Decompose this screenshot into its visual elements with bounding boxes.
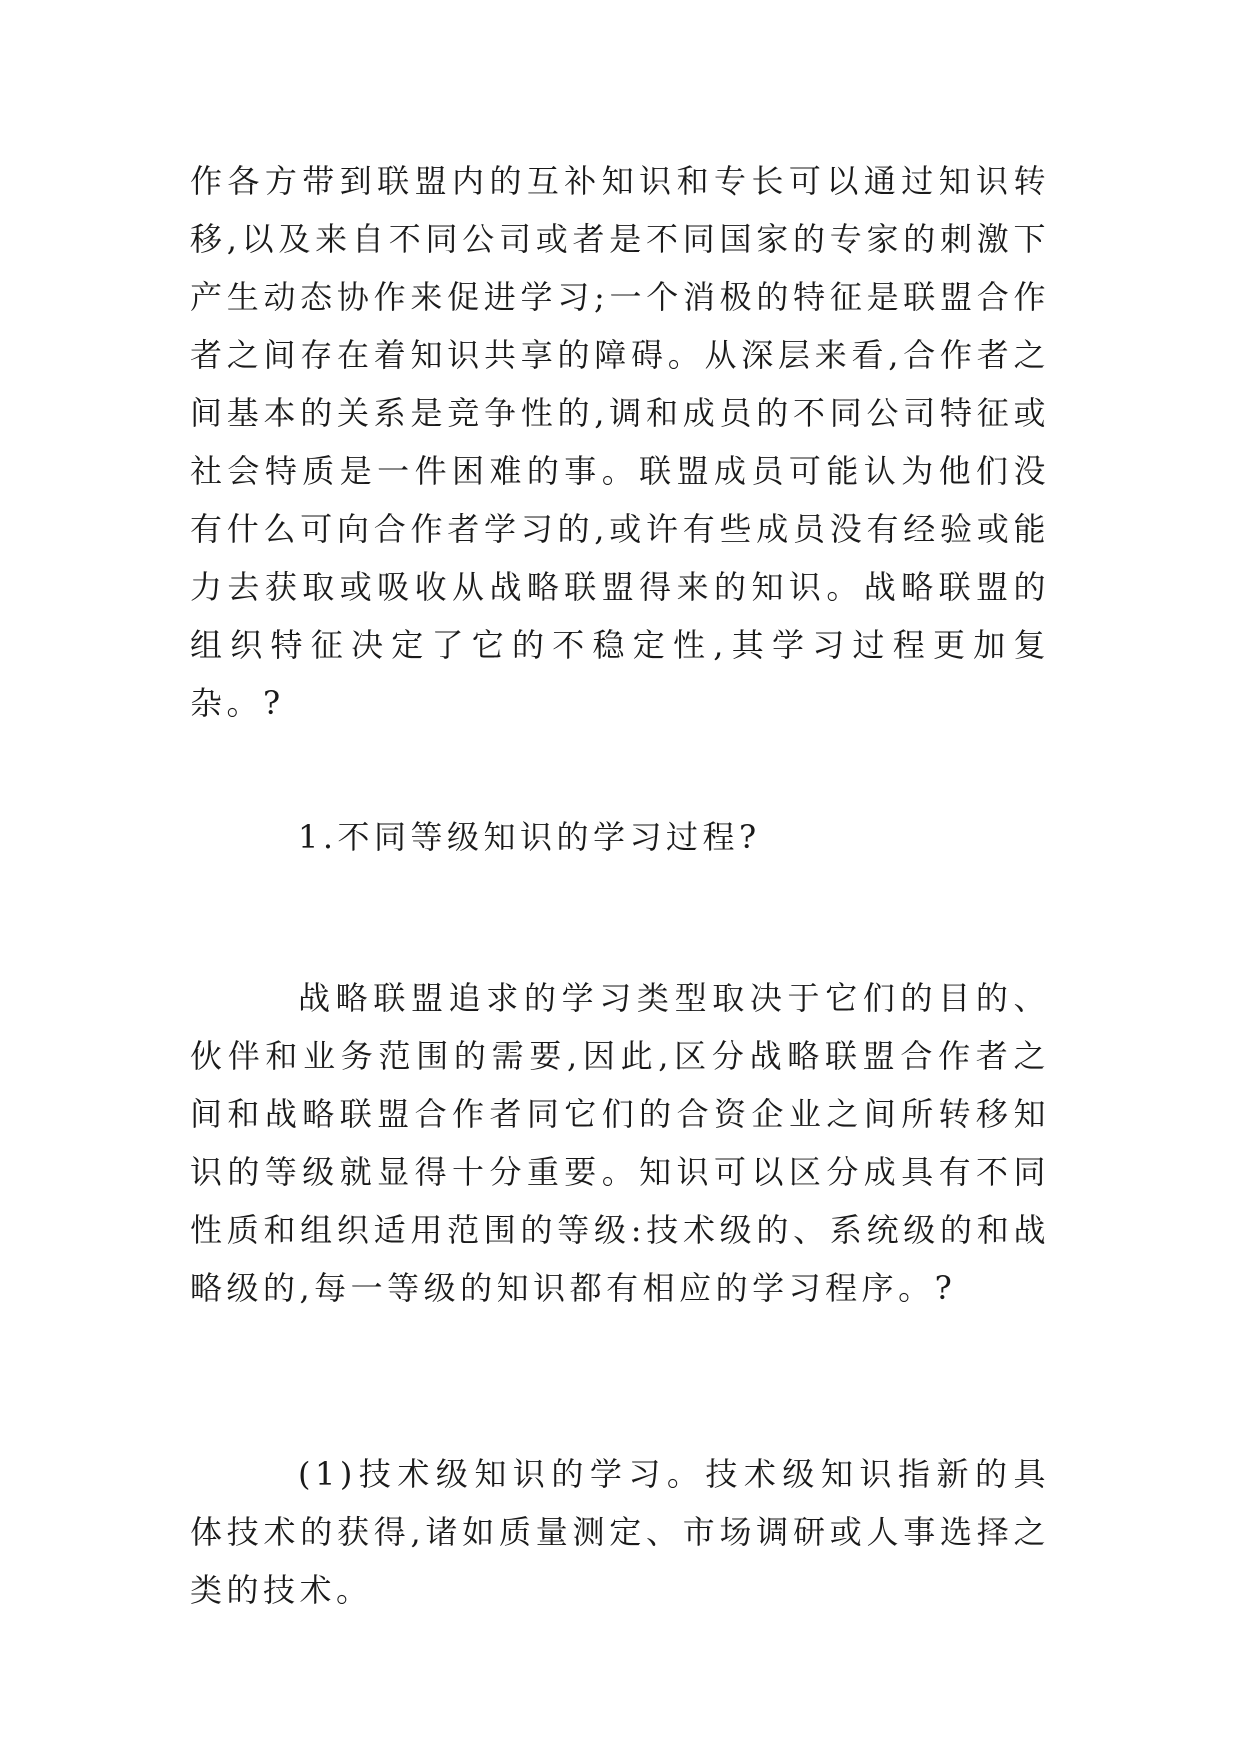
- body-paragraph: 作各方带到联盟内的互补知识和专长可以通过知识转移,以及来自不同公司或者是不同国家的专家的刺激下产生动态协作来促进学习;一个消极的特征是联盟合作者之间存在着知识共享的障碍。从深层来看,合作者之间基本的关系是竞争性的,调和成员的不同公司特征或社会特质是一件困难的事。联盟成员可能认为他们没有什么可向合作者学习的,或许有些成员没有经验或能力去获取或吸收从战略联盟得来的知识。战略联盟的组织特征决定了它的不稳定性,其学习过程更加复杂。?: [190, 162, 1050, 722]
- section-heading: 1.不同等级知识的学习过程?: [298, 818, 761, 856]
- body-paragraph: (1)技术级知识的学习。技术级知识指新的具体技术的获得,诸如质量测定、市场调研或人事选择之类的技术。: [190, 1455, 1050, 1609]
- body-paragraph: 战略联盟追求的学习类型取决于它们的目的、伙伴和业务范围的需要,因此,区分战略联盟合作者之间和战略联盟合作者同它们的合资企业之间所转移知识的等级就显得十分重要。知识可以区分成具有不同性质和组织适用范围的等级:技术级的、系统级的和战略级的,每一等级的知识都有相应的学习程序。?: [190, 979, 1050, 1307]
